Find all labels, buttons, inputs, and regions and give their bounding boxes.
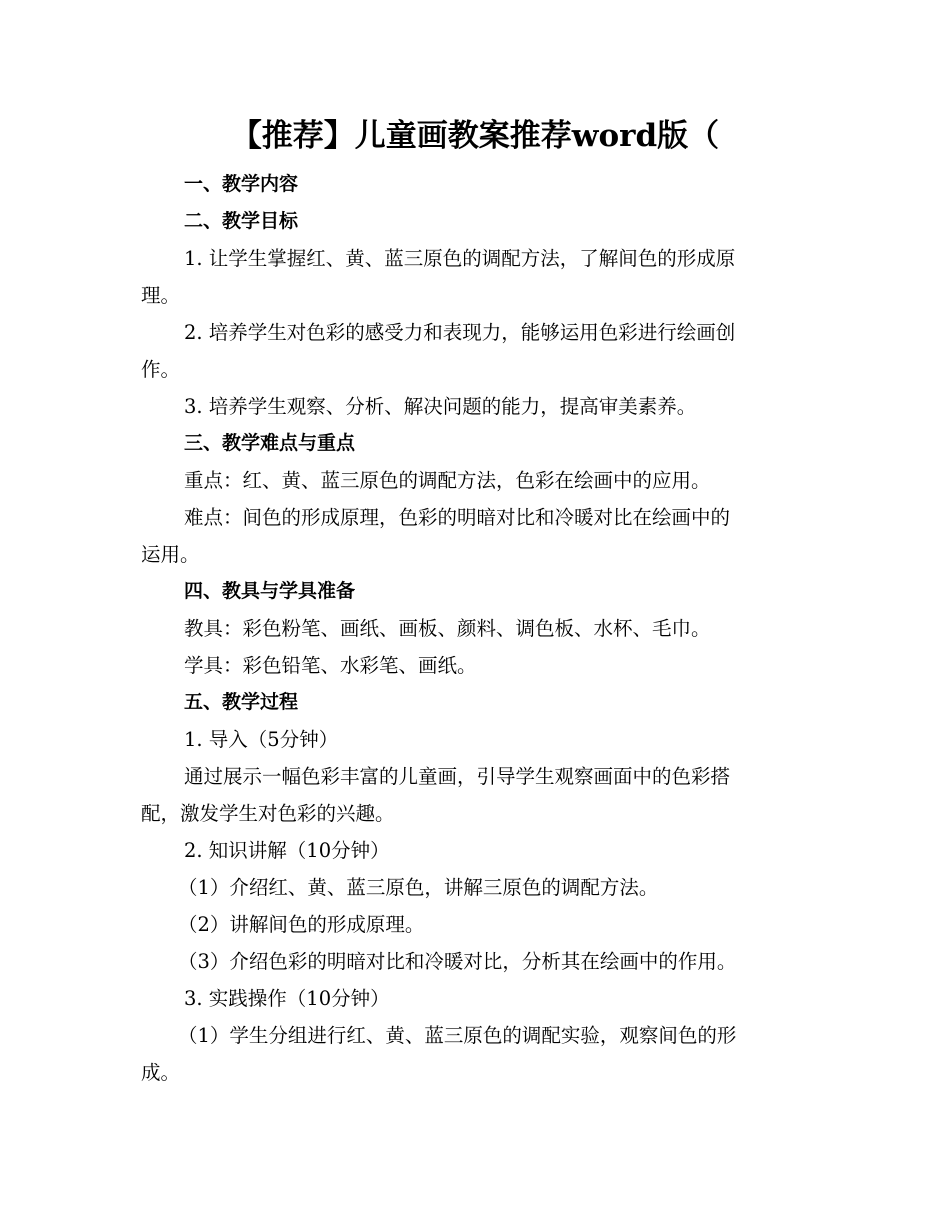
section-heading-content: 一、教学内容: [184, 173, 299, 195]
paragraph-line: 难点：间色的形成原理，色彩的明暗对比和冷暖对比在绘画中的: [184, 506, 731, 529]
paragraph-line: 2. 培养学生对色彩的感受力和表现力，能够运用色彩进行绘画创: [184, 321, 736, 344]
paragraph-line: （3）介绍色彩的明暗对比和冷暖对比，分析其在绘画中的作用。: [178, 950, 737, 973]
paragraph-line: 重点：红、黄、蓝三原色的调配方法，色彩在绘画中的应用。: [184, 469, 711, 492]
paragraph-line: 学具：彩色铅笔、水彩笔、画纸。: [184, 654, 477, 677]
paragraph-line: （1）学生分组进行红、黄、蓝三原色的调配实验，观察间色的形: [178, 1024, 737, 1047]
paragraph-line: 教具：彩色粉笔、画纸、画板、颜料、调色板、水杯、毛巾。: [184, 617, 711, 640]
paragraph-line: 理。: [141, 284, 181, 307]
paragraph-line: 运用。: [141, 543, 200, 566]
paragraph-line: 作。: [141, 358, 181, 381]
paragraph-line: （2）讲解间色的形成原理。: [178, 913, 425, 936]
section-heading-materials: 四、教具与学具准备: [184, 580, 356, 602]
section-heading-process: 五、教学过程: [184, 691, 299, 713]
paragraph-line: 2. 知识讲解（10分钟）: [184, 839, 390, 862]
paragraph-line: 成。: [141, 1061, 181, 1084]
section-heading-key-points: 三、教学难点与重点: [184, 432, 356, 454]
section-heading-goals: 二、教学目标: [184, 210, 299, 232]
paragraph-line: 3. 培养学生观察、分析、解决问题的能力，提高审美素养。: [184, 395, 697, 418]
paragraph-line: （1）介绍红、黄、蓝三原色，讲解三原色的调配方法。: [178, 876, 659, 899]
document-body: [141, 166, 809, 1091]
document-title: 【推荐】儿童画教案推荐word版（: [230, 118, 720, 154]
paragraph-line: 配，激发学生对色彩的兴趣。: [141, 802, 395, 825]
paragraph-line: 3. 实践操作（10分钟）: [184, 987, 390, 1010]
paragraph-line: 1. 导入（5分钟）: [184, 728, 339, 751]
paragraph-line: 通过展示一幅色彩丰富的儿童画，引导学生观察画面中的色彩搭: [184, 765, 731, 788]
paragraph-line: 1. 让学生掌握红、黄、蓝三原色的调配方法，了解间色的形成原: [184, 247, 736, 270]
